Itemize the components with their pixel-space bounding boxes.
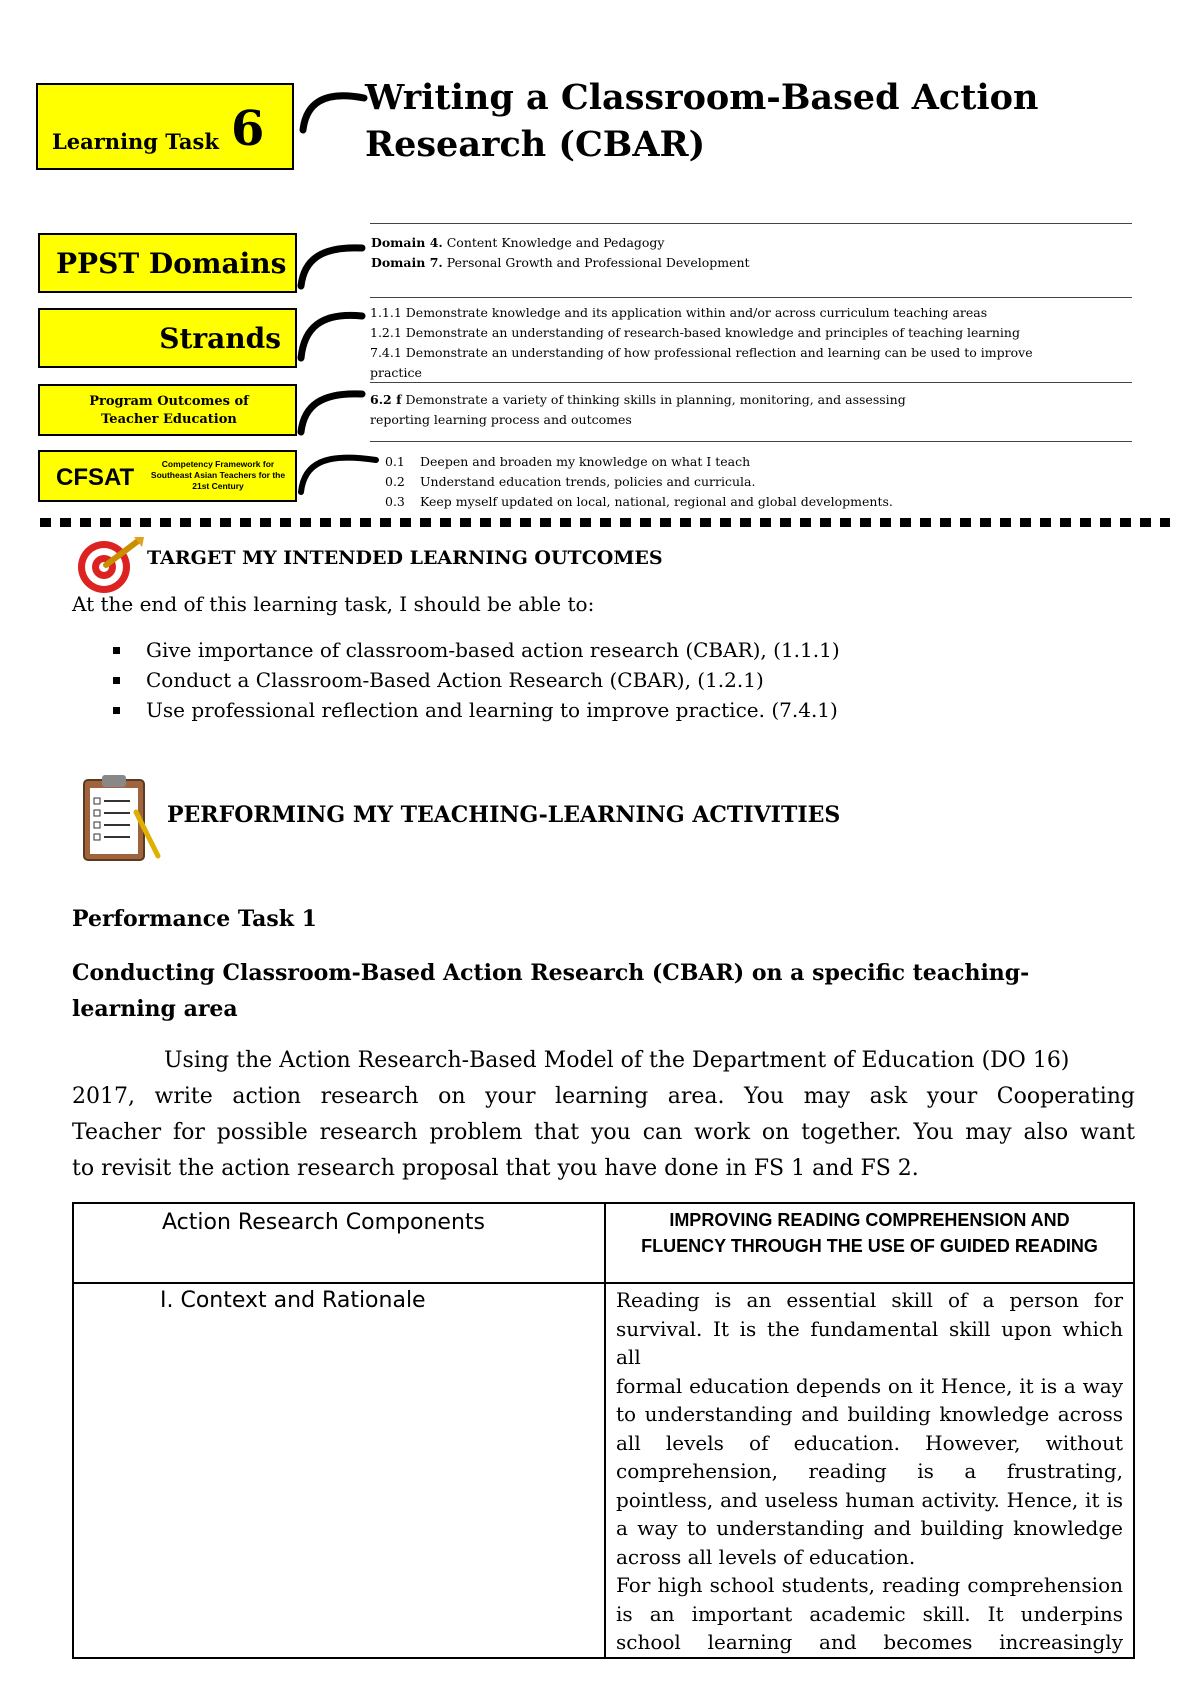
cfsat-item: 0.3 Keep myself updated on local, national, regional and global developments. <box>385 494 893 509</box>
divider <box>370 441 1132 442</box>
divider <box>370 297 1132 298</box>
program-outcomes-label: Program Outcomes of Teacher Education <box>89 394 249 427</box>
arrow-hook-icon <box>296 240 366 290</box>
learning-task-number: 6 <box>231 101 265 157</box>
strand-item: 1.2.1 Demonstrate an understanding of research-based knowledge and principles of teaching learning <box>370 325 1020 340</box>
arrow-hook-icon <box>296 306 366 362</box>
table-header-cell: IMPROVING READING COMPREHENSION AND FLUENCY THROUGH THE USE OF GUIDED READING <box>605 1203 1134 1283</box>
bullet-icon <box>113 677 120 684</box>
rationale-text: Reading is an essential skill of a person for survival. It is the fundamental skill upon which all formal education depends on it Hence, it is a way to understanding and building knowledge across all levels of education. However, without comprehension, reading is a frustrating, pointless, and useless human activity. Hence, it is a way to understanding and building knowledge across all levels of education. For high school students, reading comprehension is an important academic skill. It underpins school learning and becomes increasingly <box>616 1288 1123 1654</box>
strands-list <box>370 303 1033 383</box>
ppst-domains-label: PPST Domains <box>56 247 287 280</box>
table-row <box>73 1203 1134 1283</box>
clipboard-icon <box>80 772 164 864</box>
cfsat-box <box>38 450 297 502</box>
strands-label: Strands <box>159 322 281 355</box>
outcome-item: Conduct a Classroom-Based Action Research (CBAR), (1.2.1) <box>146 668 840 698</box>
arrow-hook-icon <box>298 84 368 134</box>
dashed-divider <box>40 518 1170 527</box>
task-title: Performance Task 1 <box>72 906 317 932</box>
page-title-line-2: Research (CBAR) <box>365 124 706 165</box>
bullet-icon <box>113 707 120 714</box>
table-row <box>73 1283 1134 1658</box>
outcome-item: Use professional reflection and learning to improve practice. (7.4.1) <box>146 698 840 728</box>
strand-item: 7.4.1 Demonstrate an understanding of how professional reflection and learning can be used to improve <box>370 345 1033 360</box>
strand-item: 1.1.1 Demonstrate knowledge and its application within and/or across curriculum teaching areas <box>370 305 988 320</box>
ppst-domain-list <box>371 233 750 273</box>
bullet-icon <box>113 647 120 654</box>
task-paragraph: Using the Action Research-Based Model of the Department of Education (DO 16) 2017, write action research on your learning area. You may ask your Cooperating Teacher for possible research problem that you can work on together. You may also want to revisit the action research proposal that you have done in FS 1 and FS 2. <box>72 1048 1135 1181</box>
program-outcome-code: 6.2 f <box>370 392 402 407</box>
cfsat-subtitle: Competency Framework for Southeast Asian Teachers for the 21st Century <box>150 459 286 491</box>
page-title-line-1: Writing a Classroom-Based Action <box>365 77 1039 118</box>
table-cell <box>605 1283 1134 1658</box>
divider <box>370 382 1132 383</box>
learning-task-box <box>36 83 294 170</box>
program-outcomes-box <box>38 384 297 436</box>
outcome-item: Give importance of classroom-based action research (CBAR), (1.1.1) <box>146 638 840 668</box>
table-header-cell: Action Research Components <box>73 1203 605 1283</box>
cfsat-item: 0.2 Understand education trends, policies and curricula. <box>385 474 756 489</box>
ppst-domains-box <box>38 233 297 293</box>
outcomes-intro: At the end of this learning task, I should be able to: <box>72 592 595 616</box>
ppst-domain-item: Domain 7. Personal Growth and Professional Development <box>371 255 750 270</box>
program-outcome-text: 6.2 f Demonstrate a variety of thinking skills in planning, monitoring, and assessing reporting learning process and outcomes <box>370 392 906 427</box>
target-icon <box>72 535 146 595</box>
divider <box>370 223 1132 224</box>
arrow-hook-icon <box>296 446 380 496</box>
cfsat-label: CFSAT <box>56 464 135 491</box>
action-research-table <box>72 1202 1135 1659</box>
arrow-hook-icon <box>296 386 366 436</box>
cfsat-item: 0.1 Deepen and broaden my knowledge on what I teach <box>385 454 751 469</box>
task-subtitle: Conducting Classroom-Based Action Research (CBAR) on a specific teaching- learning area <box>72 960 1030 1022</box>
ppst-domain-item: Domain 4. Content Knowledge and Pedagogy <box>371 235 665 250</box>
outcomes-list <box>146 638 840 728</box>
table-cell: I. Context and Rationale <box>73 1283 605 1658</box>
outcomes-heading: TARGET MY INTENDED LEARNING OUTCOMES <box>147 547 663 569</box>
learning-task-label: Learning Task <box>52 129 219 154</box>
page-title <box>365 74 1038 168</box>
strand-item: practice <box>370 365 422 380</box>
strands-box <box>38 308 297 368</box>
cfsat-list <box>385 452 893 512</box>
activities-heading: PERFORMING MY TEACHING-LEARNING ACTIVITIES <box>167 802 841 828</box>
